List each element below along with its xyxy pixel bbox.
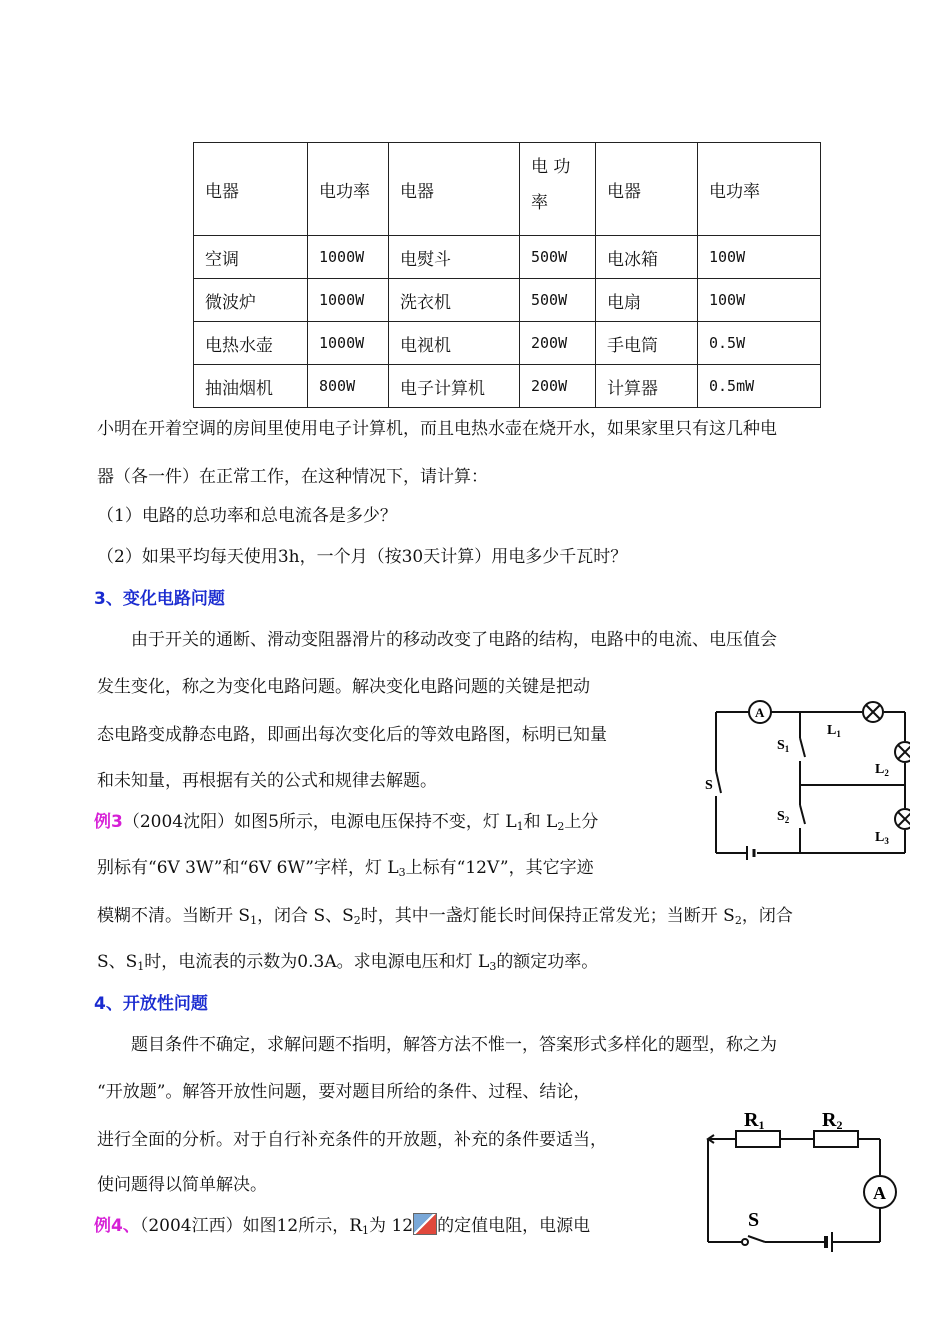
table-cell: 1000W: [308, 236, 389, 279]
text: 的额定功率。: [496, 952, 599, 972]
switch-s-label: S: [748, 1209, 760, 1231]
lamp-l2-label: $L_2$: [875, 762, 889, 778]
header-cell: 电功率: [698, 143, 821, 236]
table-cell: 1000W: [308, 322, 389, 365]
text: 时，电流表的示数为0.3A。求电源电压和灯 L: [144, 952, 490, 972]
header-cell-split: [520, 143, 596, 236]
table-cell: 电热水壶: [194, 322, 308, 365]
table-cell: 电子计算机: [389, 365, 520, 408]
example-3-line-3: [97, 901, 793, 926]
section-4-paragraph-line: 使问题得以简单解决。: [97, 1175, 267, 1195]
table-cell: 电冰箱: [596, 236, 698, 279]
table-row: [194, 365, 821, 408]
text: ，闭合: [741, 906, 793, 926]
text: 时，其中一盏灯能长时间保持正常发光；当断开 S: [360, 906, 735, 926]
table-cell: 1000W: [308, 279, 389, 322]
example-3-line-4: [97, 947, 598, 972]
problem-line-2: 器（各一件）在正常工作，在这种情况下，请计算：: [97, 467, 488, 487]
subscript: 1: [250, 914, 258, 927]
subscript: 1: [516, 820, 524, 833]
subscript: 2: [557, 820, 565, 833]
table-cell: 抽油烟机: [194, 365, 308, 408]
subscript: 1: [362, 1224, 370, 1237]
header-cell: 电器: [194, 143, 308, 236]
header-cell: 电器: [389, 143, 520, 236]
lamp-l3-label: $L_3$: [875, 830, 889, 846]
subscript: 3: [489, 960, 497, 973]
circuit-diagram-fig12: [700, 1102, 905, 1257]
section-4-paragraph-line: “开放题”。解答开放性问题，要对题目所给的条件、过程、结论，: [97, 1082, 591, 1102]
table-cell: 500W: [520, 236, 596, 279]
table-cell: 100W: [698, 279, 821, 322]
lamp-l1-label: $L_1$: [827, 723, 841, 739]
circuit-diagram-fig5: [705, 693, 910, 868]
table-cell: 200W: [520, 322, 596, 365]
table-cell: 微波炉: [194, 279, 308, 322]
switch-s-label: S: [705, 778, 713, 793]
table-cell: 电扇: [596, 279, 698, 322]
text: 模糊不清。当断开 S: [97, 906, 251, 926]
section-3-paragraph-line: 态电路变成静态电路，即画出每次变化后的等效电路图，标明已知量: [97, 725, 607, 745]
table-cell: 电熨斗: [389, 236, 520, 279]
header-cell: 电器: [596, 143, 698, 236]
example-4-label: 例4、: [94, 1216, 140, 1236]
question-1: （1）电路的总功率和总电流各是多少？: [97, 506, 397, 526]
table-cell: 100W: [698, 236, 821, 279]
table-cell: 0.5W: [698, 322, 821, 365]
section-4-heading: 4、开放性问题: [94, 994, 208, 1014]
example-4-line-1: [94, 1211, 590, 1236]
table-cell: 洗衣机: [389, 279, 520, 322]
ammeter-label: A: [873, 1183, 886, 1203]
example-3-label: 例3: [94, 812, 123, 832]
text: 为 12: [369, 1216, 414, 1236]
text: 别标有“6V 3W”和“6V 6W”字样，灯 L: [97, 858, 399, 878]
table-cell: 0.5mW: [698, 365, 821, 408]
resistor-r1-label: R1: [744, 1109, 765, 1132]
table-row: [194, 322, 821, 365]
section-4-paragraph-line: 题目条件不确定，求解问题不指明，解答方法不惟一，答案形式多样化的题型，称之为: [131, 1035, 777, 1055]
subscript: 3: [398, 866, 406, 879]
table-cell: 电视机: [389, 322, 520, 365]
table-cell: 500W: [520, 279, 596, 322]
question-2: （2）如果平均每天使用3h，一个月（按30天计算）用电多少千瓦时？: [97, 547, 628, 567]
subscript: 2: [353, 914, 361, 927]
table-row: [194, 279, 821, 322]
switch-s1-label: $S_1$: [777, 738, 790, 754]
text: S、S: [97, 952, 138, 972]
section-3-paragraph-line: 发生变化，称之为变化电路问题。解决变化电路问题的关键是把动: [97, 677, 590, 697]
header-cell: 电功率: [308, 143, 389, 236]
header-split-top: 电 功: [531, 157, 571, 177]
text: 和 L: [523, 812, 558, 832]
text: ，闭合 S、S: [257, 906, 354, 926]
header-split-bottom: 率: [531, 193, 548, 213]
text: 上标有“12V”，其它字迹: [405, 858, 594, 878]
ohm-symbol-image: [413, 1213, 437, 1235]
text: 的定值电阻，电源电: [437, 1216, 591, 1236]
problem-line-1: 小明在开着空调的房间里使用电子计算机，而且电热水壶在烧开水，如果家里只有这几种电: [97, 419, 777, 439]
table-cell: 手电筒: [596, 322, 698, 365]
section-3-paragraph-line: 由于开关的通断、滑动变阻器滑片的移动改变了电路的结构，电路中的电流、电压值会: [131, 630, 777, 650]
example-3-line-1: [94, 807, 598, 832]
table-row: [194, 236, 821, 279]
section-3-paragraph-line: 和未知量，再根据有关的公式和规律去解题。: [97, 771, 437, 791]
table-cell: 200W: [520, 365, 596, 408]
resistor-r2-label: R2: [822, 1109, 843, 1132]
subscript: 2: [734, 914, 742, 927]
text: 上分: [564, 812, 599, 832]
text: （2004沈阳）如图5所示，电源电压保持不变，灯 L: [122, 812, 517, 832]
ammeter-label: A: [755, 705, 765, 720]
power-table: [193, 142, 821, 408]
table-cell: 800W: [308, 365, 389, 408]
table-cell: 空调: [194, 236, 308, 279]
subscript: 1: [137, 960, 145, 973]
section-4-paragraph-line: 进行全面的分析。对于自行补充条件的开放题，补充的条件要适当，: [97, 1130, 607, 1150]
example-3-line-2: [97, 853, 594, 878]
table-cell: 计算器: [596, 365, 698, 408]
switch-s2-label: $S_2$: [777, 809, 790, 825]
section-3-heading: 3、变化电路问题: [94, 589, 225, 609]
text: （2004江西）如图12所示，R: [139, 1216, 363, 1236]
table-header-row: [194, 143, 821, 236]
